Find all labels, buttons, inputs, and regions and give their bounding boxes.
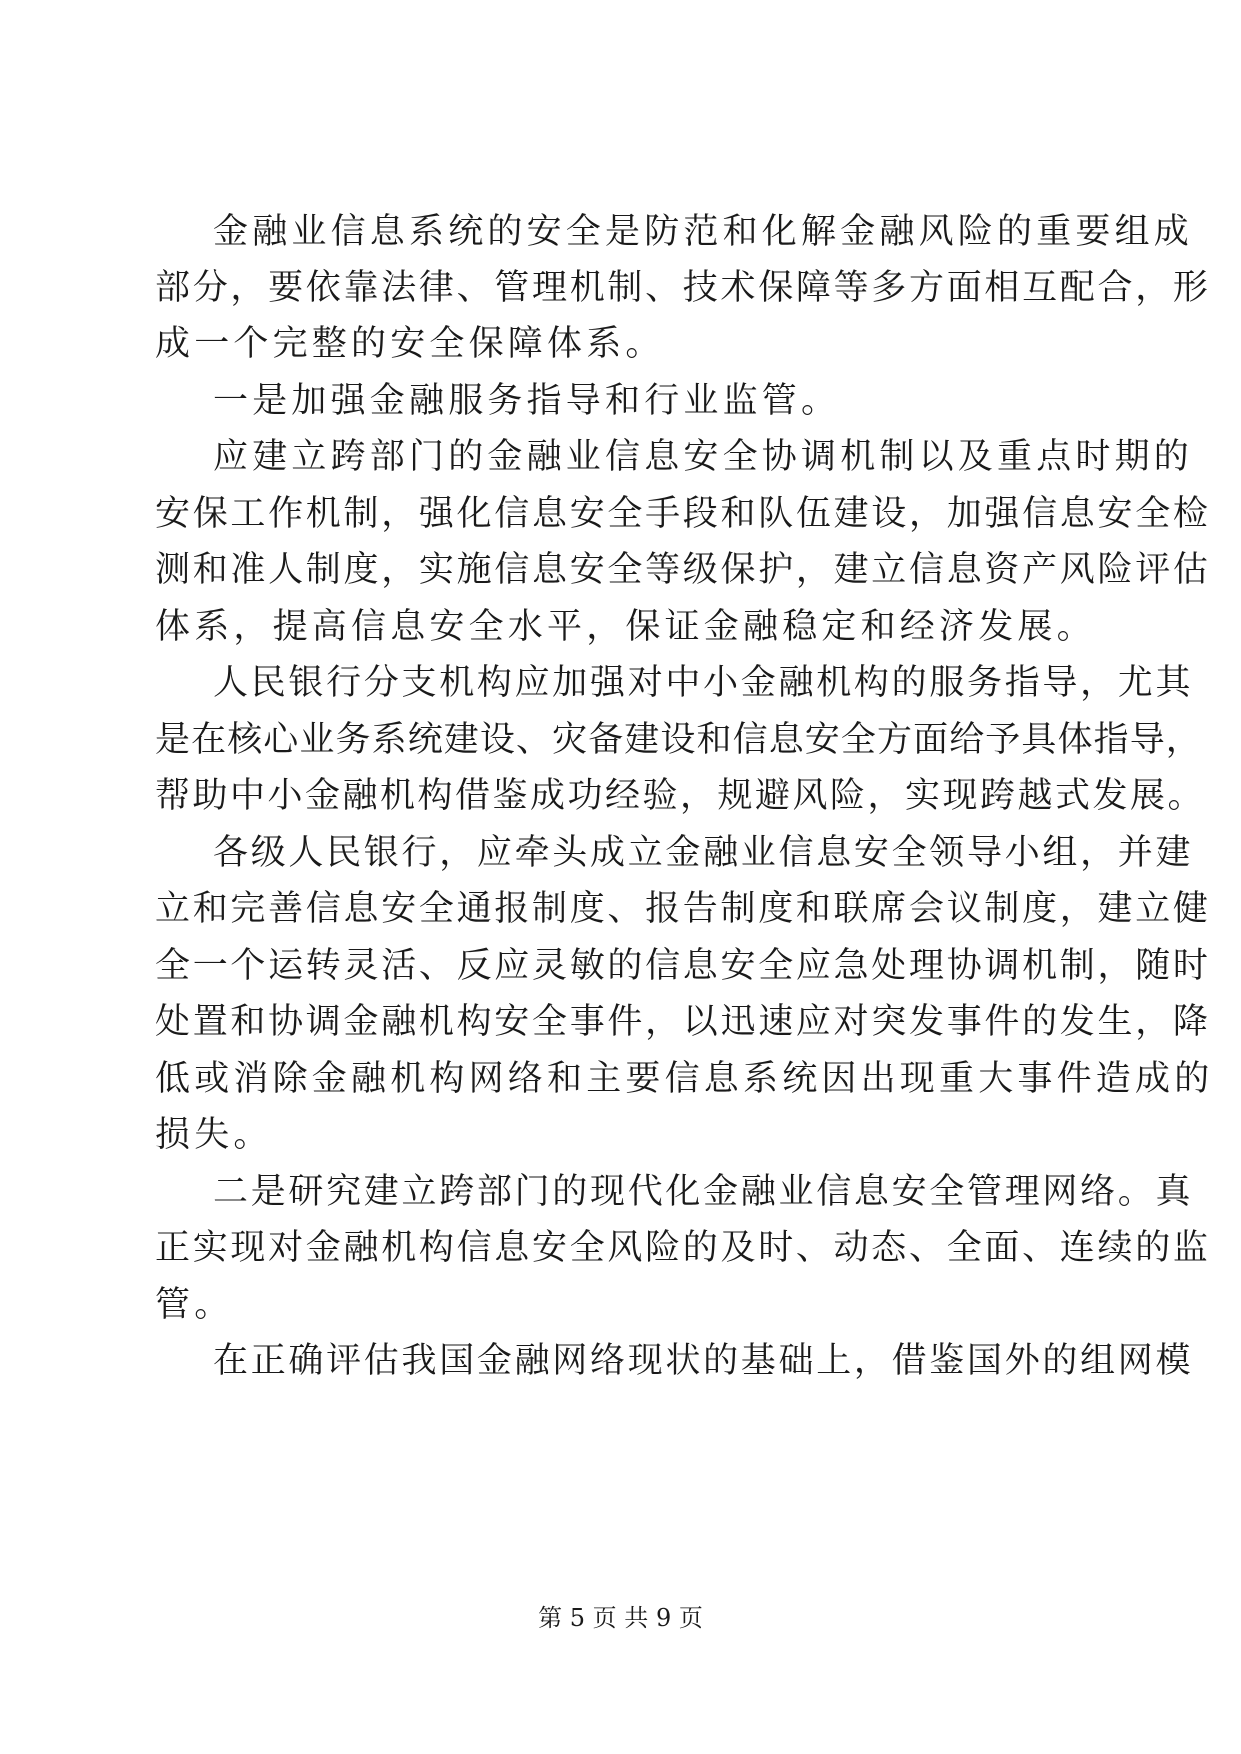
text-line: 全一个运转灵活、反应灵敏的信息安全应急处理协调机制，随时: [155, 946, 1211, 986]
text-line: 各级人民银行，应牵头成立金融业信息安全领导小组，并建: [213, 833, 1194, 873]
text-line: 处置和协调金融机构安全事件，以迅速应对突发事件的发生，降: [155, 1002, 1211, 1042]
text-line: 低或消除金融机构网络和主要信息系统因出现重大事件造成的: [155, 1059, 1214, 1099]
text-line: 安保工作机制，强化信息安全手段和队伍建设，加强信息安全检: [155, 494, 1211, 534]
text-line: 部分，要依靠法律、管理机制、技术保障等多方面相互配合，形: [155, 268, 1211, 308]
text-line: 成一个完整的安全保障体系。: [155, 324, 665, 364]
page-number-footer: 第 5 页 共 9 页: [538, 1604, 703, 1632]
text-line: 人民银行分支机构应加强对中小金融机构的服务指导，尤其: [213, 663, 1194, 703]
text-line: 金融业信息系统的安全是防范和化解金融风险的重要组成: [213, 212, 1194, 252]
text-line: 立和完善信息安全通报制度、报告制度和联席会议制度，建立健: [155, 889, 1211, 929]
text-line: 应建立跨部门的金融业信息安全协调机制以及重点时期的: [213, 437, 1194, 477]
text-line: 帮助中小金融机构借鉴成功经验，规避风险，实现跨越式发展。: [155, 776, 1206, 816]
section-heading: 二是研究建立跨部门的现代化金融业信息安全管理网络。真: [213, 1172, 1194, 1212]
text-line: 体系，提高信息安全水平，保证金融稳定和经济发展。: [155, 607, 1096, 647]
text-line: 损失。: [155, 1115, 273, 1155]
text-line: 测和准人制度，实施信息安全等级保护，建立信息资产风险评估: [155, 550, 1211, 590]
section-heading: 一是加强金融服务指导和行业监管。: [213, 381, 841, 421]
text-line: 正实现对金融机构信息安全风险的及时、动态、全面、连续的监: [155, 1228, 1211, 1268]
text-line: 是在核心业务系统建设、灾备建设和信息安全方面给予具体指导，: [155, 720, 1202, 760]
text-line: 在正确评估我国金融网络现状的基础上，借鉴国外的组网模: [213, 1341, 1194, 1381]
text-line: 管。: [155, 1285, 234, 1325]
